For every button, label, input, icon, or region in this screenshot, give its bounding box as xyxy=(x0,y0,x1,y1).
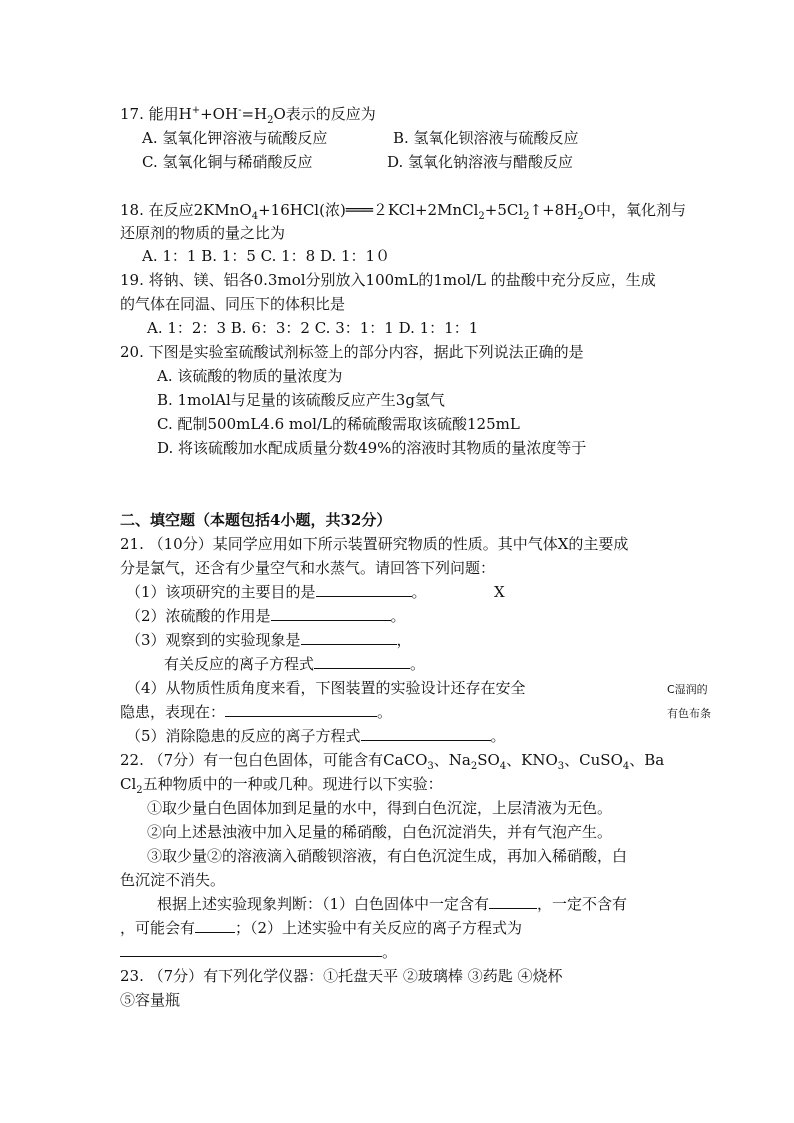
q21-sub3-equation: 有关反应的离子方程式 。 xyxy=(164,655,426,673)
q22-experiment-3-line2: 色沉淀不消失。 xyxy=(120,871,226,889)
answer-blank[interactable] xyxy=(195,918,235,933)
q17-option-a: A. 氢氧化钾溶液与硫酸反应 xyxy=(142,129,328,147)
answer-blank[interactable] xyxy=(361,726,491,741)
q21-sub5: （5）消除隐患的反应的离子方程式 。 xyxy=(126,727,506,745)
q19-options: A. 1：2：3 B. 6：3：2 C. 3：1：1 D. 1：1：1 xyxy=(147,319,479,337)
q23-stem: 23. （7分）有下列化学仪器：①托盘天平 ②玻璃棒 ③药匙 ④烧杯 xyxy=(120,967,563,985)
q22-stem-line2: $Cl_2$五种物质中的一种或几种。现进行以下实验： xyxy=(120,775,443,796)
q18-stem: 18. 在反应2KMnO$_4$+16HCl(浓)$═══2KCl+2MnCl_2+5Cl_2↑+8H_2O$中，氧化剂与 xyxy=(120,201,686,222)
q18-options: A. 1：1 B. 1：5 C. 1：8 D. 1：1０ xyxy=(142,247,391,265)
answer-blank[interactable] xyxy=(316,582,412,597)
section-2-title: 二、填空题（本题包括4小题，共32分） xyxy=(120,511,392,529)
q21-sub2: （2）浓硫酸的作用是 。 xyxy=(126,607,406,625)
diagram-x-label: X xyxy=(494,583,505,601)
q22-judgement-line2: ，可能会有 ；（2）上述实验中有关反应的离子方程式为 xyxy=(120,919,523,937)
answer-blank[interactable] xyxy=(301,630,397,645)
answer-blank[interactable] xyxy=(489,894,537,909)
q21-sub3: （3）观察到的实验现象是 ， xyxy=(126,631,412,649)
q21-stem: 21. （10分）某同学应用如下所示装置研究物质的性质。其中气体X的主要成 xyxy=(120,535,629,553)
q17-option-d: D. 氢氧化钠溶液与醋酸反应 xyxy=(387,153,574,171)
q19-stem-line2: 的气体在同温、同压下的体积比是 xyxy=(120,295,346,313)
q22-experiment-3: ③取少量②的溶液滴入硝酸钡溶液，有白色沉淀生成，再加入稀硝酸，白 xyxy=(147,847,628,865)
q20-stem: 20. 下图是实验室硫酸试剂标签上的部分内容，据此下列说法正确的是 xyxy=(120,343,584,361)
q18-stem-line2: 还原剂的物质的量之比为 xyxy=(120,224,286,242)
q22-judgement-line3: 。 xyxy=(120,942,397,962)
q20-option-a: A. 该硫酸的物质的量浓度为 xyxy=(157,367,343,385)
q17-option-b: B. 氢氧化钡溶液与硫酸反应 xyxy=(393,129,579,147)
q20-option-c: C. 配制500mL4.6 mol/L的稀硫酸需取该硫酸125mL xyxy=(157,415,520,433)
q22-stem: 22. （7分）有一包白色固体，可能含有CaCO$_3$、$Na_2SO_4$、$KNO_3$、CuSO$_4$、Ba xyxy=(120,751,665,772)
q21-sub1: （1）该项研究的主要目的是 。 xyxy=(126,583,427,601)
q17-option-c: C. 氢氧化铜与稀硝酸反应 xyxy=(142,153,313,171)
q19-stem: 19. 将钠、镁、铝各0.3mol分别放入100mL的1mol/L 的盐酸中充分反应，生成 xyxy=(120,271,656,289)
q21-sub4-line2: 隐患，表现在： 。 xyxy=(120,703,393,721)
q22-experiment-2: ②向上述悬浊液中加入足量的稀硝酸，白色沉淀消失，并有气泡产生。 xyxy=(147,823,613,841)
q23-stem-line2: ⑤容量瓶 xyxy=(120,991,181,1009)
q22-judgement: 根据上述实验现象判断：（1）白色固体中一定含有 ，一定不含有 xyxy=(157,895,628,913)
q20-option-d: D. 将该硫酸加水配成质量分数49%的溶液时其物质的量浓度等于 xyxy=(157,439,587,457)
q21-sub4: （4）从物质性质角度来看，下图装置的实验设计还存在安全 xyxy=(126,679,526,697)
q22-experiment-1: ①取少量白色固体加到足量的水中，得到白色沉淀，上层清液为无色。 xyxy=(147,799,613,817)
answer-blank[interactable] xyxy=(225,702,377,717)
q21-stem-line2: 分是氯气，还含有少量空气和水蒸气。请回答下列问题： xyxy=(120,559,496,577)
diagram-label-colored-cloth: 有色布条 xyxy=(667,707,711,720)
diagram-label-wet-cloth: C湿润的 xyxy=(667,683,708,696)
answer-blank[interactable] xyxy=(271,606,391,621)
answer-blank[interactable] xyxy=(120,942,382,957)
q20-option-b: B. 1molAl与足量的该硫酸反应产生3g氢气 xyxy=(157,391,445,409)
q17-stem: 17. 能用$H^++OH^-=H_2O$表示的反应为 xyxy=(120,105,376,126)
answer-blank[interactable] xyxy=(314,654,410,669)
